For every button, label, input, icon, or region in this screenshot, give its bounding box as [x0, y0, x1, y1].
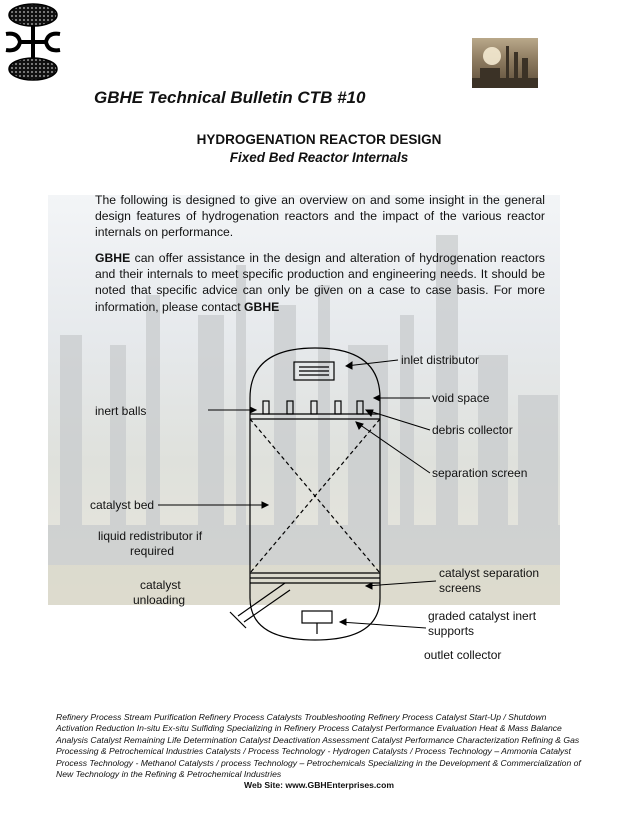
page-heading: HYDROGENATION REACTOR DESIGN — [196, 132, 442, 147]
label-graded-supports-1: graded catalyst inert — [428, 609, 537, 623]
footer-services: Refinery Process Stream Purification Refinery Process Catalysts Troubleshooting Refinery Process Catalyst Start-Up / Shutdown Activation Reduction In-situ Ex-situ Sulfiding Specializing in Refinery Process Catalyst Performance Evaluation Heat & Mass Balance Analysis Catalyst Remaining Life Determination Catalyst Deactivation Assessment Catalyst Performance Characterization Refining & Gas Processing & Petrochemical Industries Catalysts / Process Technology - Hydrogen Catalysts / Process Technology – Ammonia Catalyst Process Technology - Methanol Catalysts / process Technology – Petrochemicals Specializing in the Development & Commercialization of New Technology in the Refining & Petrochemical Industries — [56, 712, 581, 780]
contact-body: can offer assistance in the design and alteration of hydrogenation reactors and their internals to meet specific production and engineering needs. It should be noted that specific advice can only be given on a case to case basis. For more information, please contact — [95, 251, 545, 314]
vessel-top-head — [250, 348, 380, 398]
label-catalyst-separation-2: screens — [439, 581, 482, 595]
label-inlet-distributor: inlet distributor — [401, 353, 480, 367]
label-inert-balls: inert balls — [95, 404, 147, 418]
footer-website: Web Site: www.GBHEnterprises.com — [244, 780, 394, 790]
label-debris-collector: debris collector — [432, 423, 513, 437]
label-liquid-redistributor-2: required — [130, 544, 175, 558]
page-subheading: Fixed Bed Reactor Internals — [229, 150, 409, 165]
label-graded-supports-2: supports — [428, 624, 475, 638]
label-liquid-redistributor-1: liquid redistributor if — [98, 529, 203, 543]
label-outlet-collector: outlet collector — [424, 648, 502, 662]
debris-collector-baskets — [263, 401, 363, 414]
gbhe-contact: GBHE — [244, 299, 280, 314]
label-void-space: void space — [432, 391, 490, 405]
gbhe-lead: GBHE — [95, 251, 131, 265]
label-separation-screen: separation screen — [432, 466, 528, 480]
label-catalyst-separation-1: catalyst separation — [439, 566, 540, 580]
intro-paragraph: The following is designed to give an overview on and some insight in the general design features of hydrogenation reactors and the impact of the various reactor internals on performance. — [95, 193, 545, 240]
bulletin-title: GBHE Technical Bulletin CTB #10 — [94, 88, 366, 107]
label-catalyst-unloading-2: unloading — [133, 593, 186, 607]
outlet-collector-box — [302, 611, 332, 623]
label-catalyst-unloading-1: catalyst — [140, 578, 181, 592]
label-catalyst-bed: catalyst bed — [90, 498, 155, 512]
